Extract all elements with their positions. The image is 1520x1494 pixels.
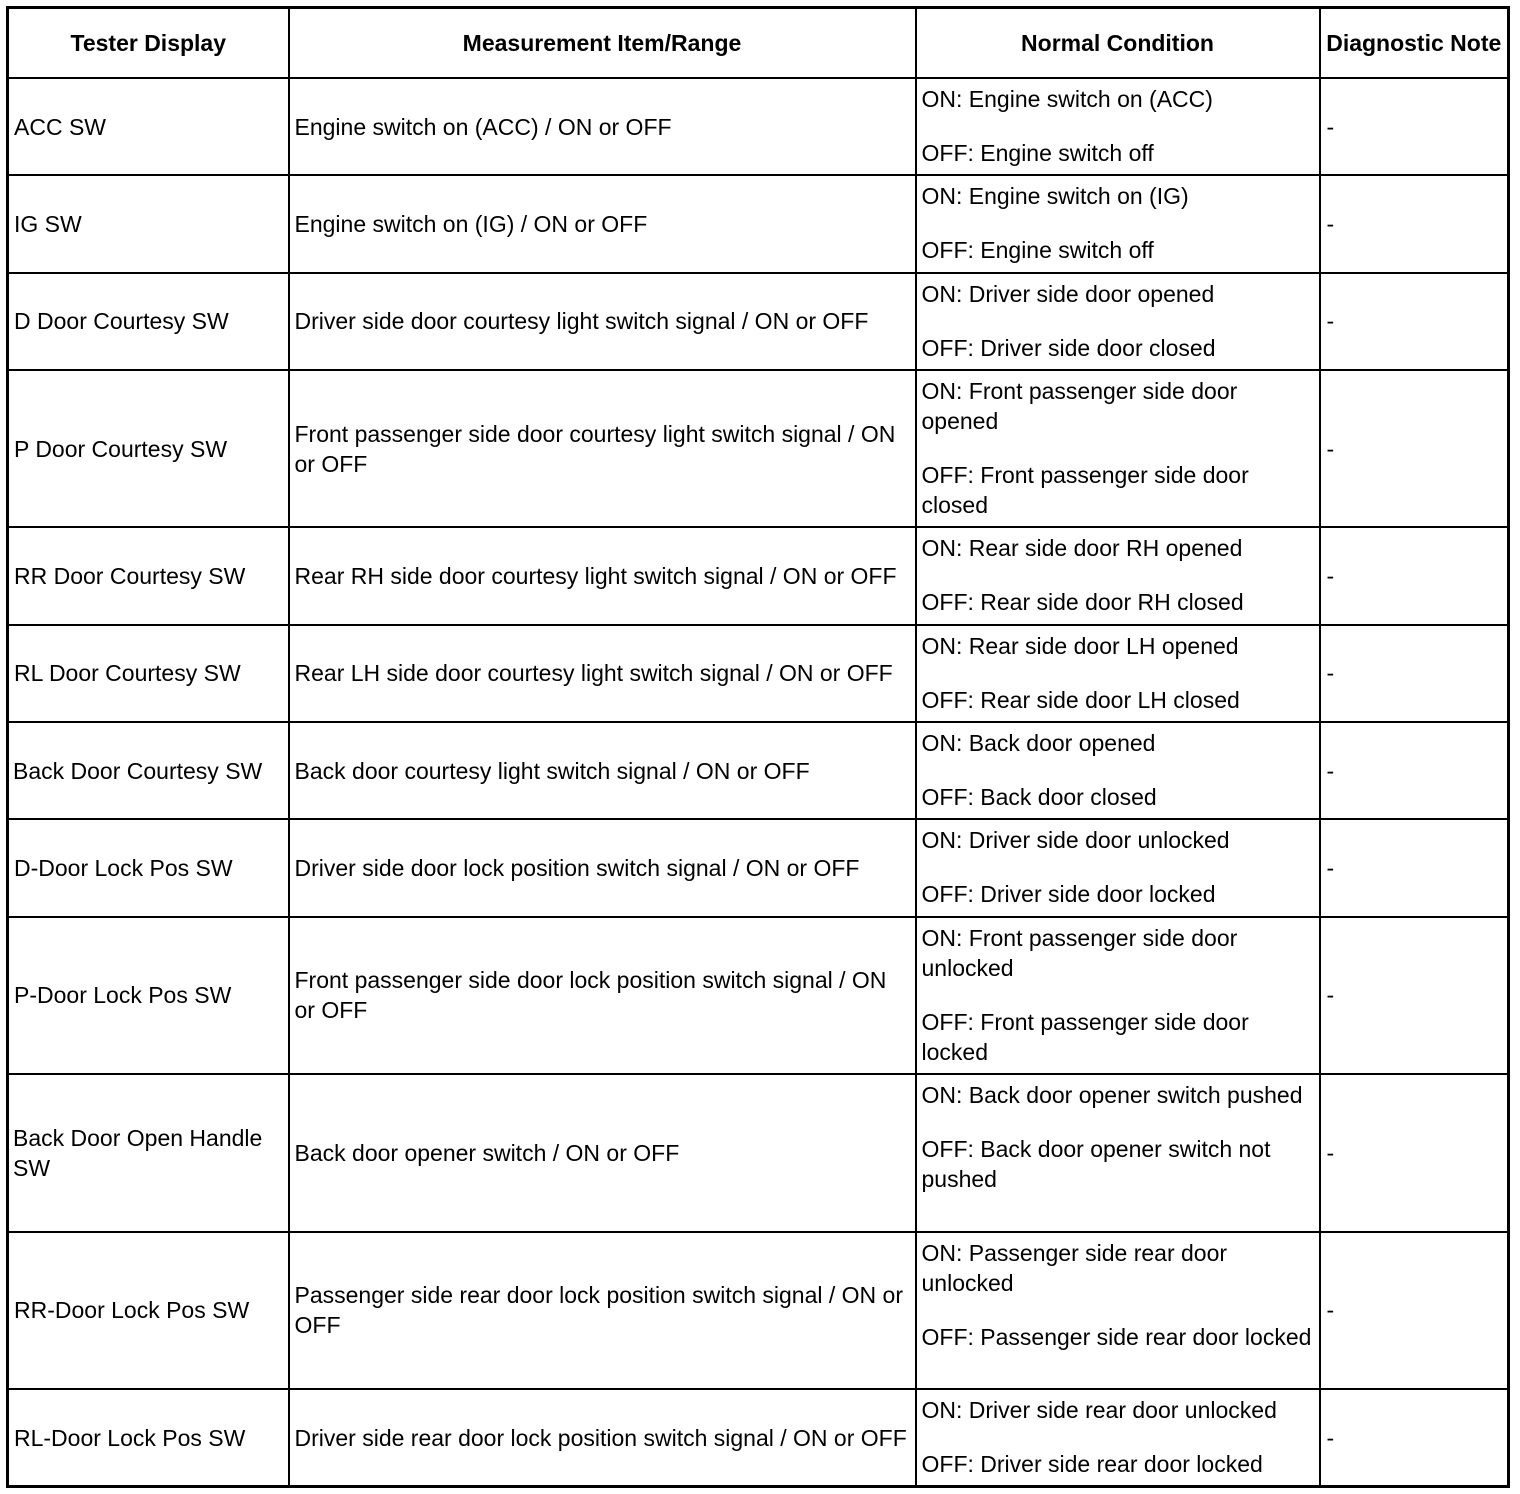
table-row (8, 1074, 1509, 1232)
on-condition: ON: Back door opened (921, 729, 1156, 756)
tester-display-cell: P Door Courtesy SW (8, 370, 289, 528)
off-condition: OFF: Driver side door closed (921, 334, 1216, 361)
diagnostic-note-cell: - (1320, 1232, 1509, 1390)
measurement-cell: Engine switch on (ACC) / ON or OFF (289, 78, 916, 175)
on-condition: ON: Front passenger side door opened (921, 377, 1238, 434)
measurement-cell: Driver side door lock position switch signal / ON or OFF (289, 819, 916, 916)
off-condition: OFF: Driver side rear door locked (921, 1451, 1263, 1478)
header-row (8, 8, 1509, 79)
table-row (8, 1389, 1509, 1486)
on-condition: ON: Driver side rear door unlocked (921, 1397, 1277, 1424)
measurement-cell: Engine switch on (IG) / ON or OFF (289, 175, 916, 272)
tester-display-cell: P-Door Lock Pos SW (8, 917, 289, 1075)
on-condition: ON: Rear side door RH opened (921, 535, 1243, 562)
off-condition: OFF: Rear side door RH closed (921, 589, 1244, 616)
diagnostic-note-cell: - (1320, 1389, 1509, 1486)
normal-condition-cell (916, 625, 1320, 722)
diagnostic-note-cell: - (1320, 1074, 1509, 1232)
diagnostic-note-cell: - (1320, 370, 1509, 528)
measurement-cell: Driver side rear door lock position switch signal / ON or OFF (289, 1389, 916, 1486)
off-condition: OFF: Front passenger side door locked (921, 1008, 1249, 1065)
normal-condition-cell (916, 175, 1320, 272)
normal-condition-cell (916, 819, 1320, 916)
measurement-cell: Front passenger side door lock position switch signal / ON or OFF (289, 917, 916, 1075)
diagnostic-note-cell: - (1320, 78, 1509, 175)
data-list-table (6, 6, 1510, 1488)
normal-condition-cell (916, 78, 1320, 175)
table-row (8, 625, 1509, 722)
off-condition: OFF: Rear side door LH closed (921, 686, 1240, 713)
on-condition: ON: Passenger side rear door unlocked (921, 1239, 1228, 1296)
off-condition: OFF: Front passenger side door closed (921, 461, 1249, 518)
off-condition: OFF: Driver side door locked (921, 881, 1216, 908)
on-condition: ON: Engine switch on (IG) (921, 183, 1189, 210)
normal-condition-cell (916, 273, 1320, 370)
measurement-cell: Driver side door courtesy light switch signal / ON or OFF (289, 273, 916, 370)
header-diagnostic-note: Diagnostic Note (1320, 8, 1509, 79)
normal-condition-cell (916, 1074, 1320, 1232)
on-condition: ON: Driver side door unlocked (921, 827, 1230, 854)
diagnostic-note-cell: - (1320, 175, 1509, 272)
on-condition: ON: Rear side door LH opened (921, 632, 1239, 659)
normal-condition-cell (916, 1389, 1320, 1486)
tester-display-cell: RL-Door Lock Pos SW (8, 1389, 289, 1486)
header-tester-display: Tester Display (8, 8, 289, 79)
measurement-cell: Rear RH side door courtesy light switch signal / ON or OFF (289, 527, 916, 624)
diagnostic-note-cell: - (1320, 625, 1509, 722)
table-row (8, 819, 1509, 916)
on-condition: ON: Back door opener switch pushed (921, 1082, 1303, 1109)
on-condition: ON: Engine switch on (ACC) (921, 86, 1213, 112)
header-normal-condition: Normal Condition (916, 8, 1320, 79)
tester-display-cell: RL Door Courtesy SW (8, 625, 289, 722)
on-condition: ON: Driver side door opened (921, 280, 1215, 307)
tester-display-cell: D-Door Lock Pos SW (8, 819, 289, 916)
tester-display-cell: Back Door Open Handle SW (8, 1074, 289, 1232)
tester-display-cell: RR Door Courtesy SW (8, 527, 289, 624)
normal-condition-cell (916, 1232, 1320, 1390)
measurement-cell: Rear LH side door courtesy light switch signal / ON or OFF (289, 625, 916, 722)
tester-display-cell: ACC SW (8, 78, 289, 175)
diagnostic-note-cell: - (1320, 527, 1509, 624)
off-condition: OFF: Engine switch off (921, 237, 1154, 264)
table-row (8, 527, 1509, 624)
table-row (8, 722, 1509, 819)
table-row (8, 175, 1509, 272)
off-condition: OFF: Back door closed (921, 783, 1157, 810)
measurement-cell: Passenger side rear door lock position switch signal / ON or OFF (289, 1232, 916, 1390)
tester-display-cell: IG SW (8, 175, 289, 272)
diagnostic-note-cell: - (1320, 819, 1509, 916)
measurement-cell: Back door courtesy light switch signal / ON or OFF (289, 722, 916, 819)
diagnostic-note-cell: - (1320, 273, 1509, 370)
table-row (8, 1232, 1509, 1390)
tester-display-cell: RR-Door Lock Pos SW (8, 1232, 289, 1390)
tester-display-cell: D Door Courtesy SW (8, 273, 289, 370)
table-row (8, 370, 1509, 528)
off-condition: OFF: Engine switch off (921, 140, 1154, 166)
normal-condition-cell (916, 370, 1320, 528)
normal-condition-cell (916, 527, 1320, 624)
normal-condition-cell (916, 722, 1320, 819)
table-row (8, 917, 1509, 1075)
tester-display-cell: Back Door Courtesy SW (8, 722, 289, 819)
table-row (8, 78, 1509, 175)
diagnostic-note-cell: - (1320, 917, 1509, 1075)
header-measurement: Measurement Item/Range (289, 8, 916, 79)
measurement-cell: Front passenger side door courtesy light switch signal / ON or OFF (289, 370, 916, 528)
measurement-cell: Back door opener switch / ON or OFF (289, 1074, 916, 1232)
on-condition: ON: Front passenger side door unlocked (921, 924, 1238, 981)
off-condition: OFF: Back door opener switch not pushed (921, 1136, 1271, 1193)
normal-condition-cell (916, 917, 1320, 1075)
table-row (8, 273, 1509, 370)
diagnostic-note-cell: - (1320, 722, 1509, 819)
off-condition: OFF: Passenger side rear door locked (921, 1323, 1312, 1350)
